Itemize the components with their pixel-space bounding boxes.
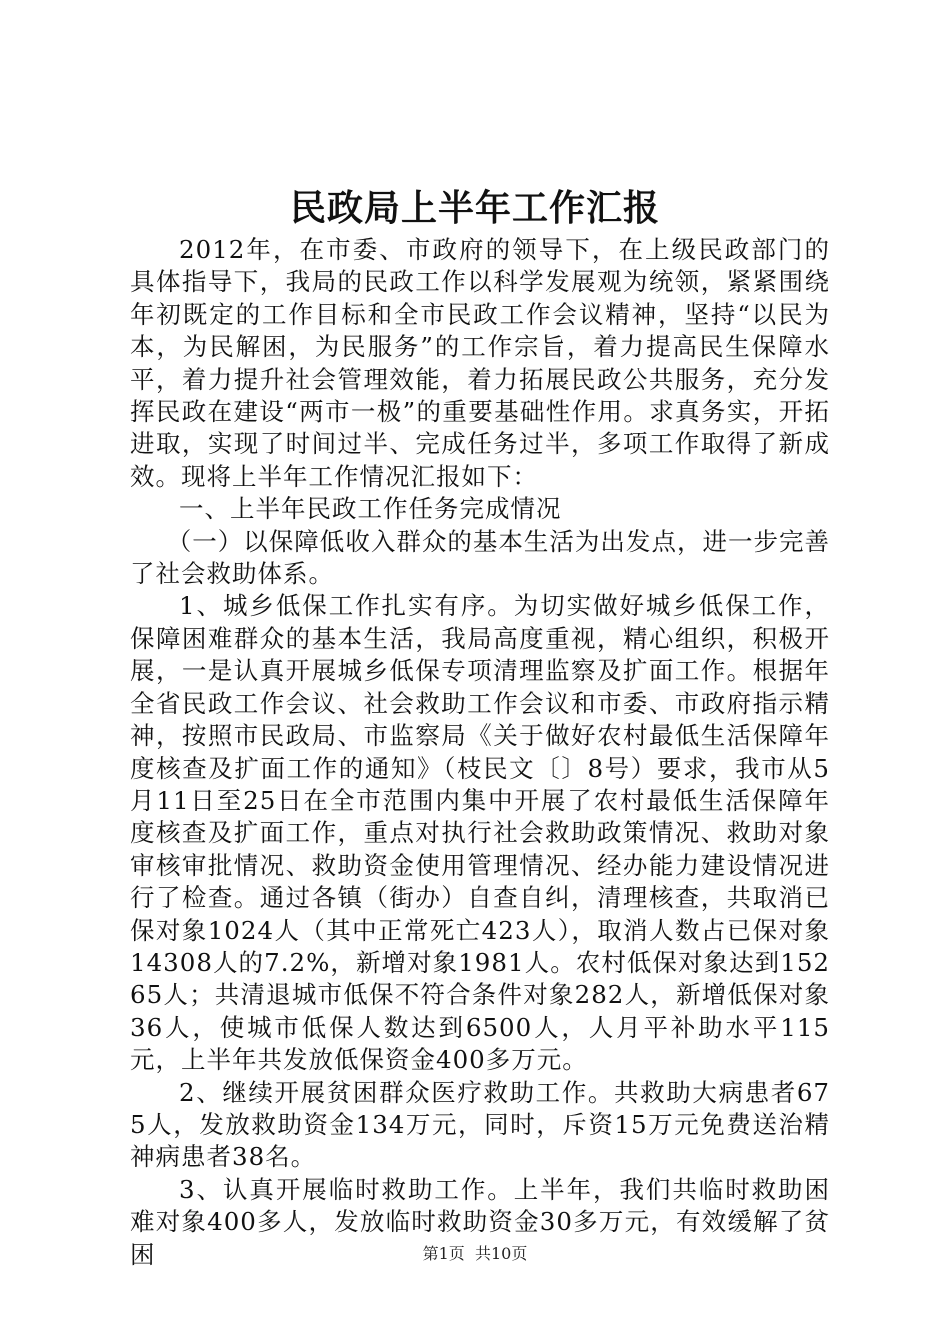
document-title: 民政局上半年工作汇报 [289,187,660,229]
page-total: 共10页 [474,1244,528,1263]
paragraph-item-3: 3、认真开展临时救助工作。上半年，我们共临时救助困难对象400多人，发放临时救助资金30多万元，有效缓解了贫困 [130,1174,830,1269]
intro-paragraph: 2012年，在市委、市政府的领导下，在上级民政部门的具体指导下，我局的民政工作以科学发展观为统领，紧紧围绕年初既定的工作目标和全市民政工作会议精神，坚持“以民为本，为民解困，为民服务”的工作宗旨，着力提高民生保障水平，着力提升社会管理效能，着力拓展民政公共服务，充分发挥民政在建设“两市一极”的重要基础性作用。求真务实，开拓进取，实现了时间过半、完成任务过半，多项工作取得了新成效。现将上半年工作情况汇报如下： [130,235,830,491]
paragraph-item-2: 2、继续开展贫困群众医疗救助工作。共救助大病患者675人，发放救助资金134万元，同时，斥资15万元免费送治精神病患者38名。 [130,1077,830,1172]
page-footer [0,1243,950,1265]
document-body [130,234,830,1271]
footer-separator [465,1244,475,1263]
sub-heading: （一）以保障低收入群众的基本生活为出发点，进一步完善了社会救助体系。 [130,526,830,589]
page-number: 第1页 [422,1244,465,1263]
paragraph-item-1: 1、城乡低保工作扎实有序。为切实做好城乡低保工作，保障困难群众的基本生活，我局高度重视，精心组织，积极开展，一是认真开展城乡低保专项清理监察及扩面工作。根据年全省民政工作会议、社会救助工作会议和市委、市政府指示精神，按照市民政局、市监察局《关于做好农村最低生活保障年度核查及扩面工作的通知》（枝民文〔〕8号）要求，我市从5月11日至25日在全市范围内集中开展了农村最低生活保障年度核查及扩面工作，重点对执行社会救助政策情况、救助对象审核审批情况、救助资金使用管理情况、经办能力建设情况进行了检查。通过各镇（街办）自查自纠，清理核查，共取消已保对象1024人（其中正常死亡423人），取消人数占已保对象14308人的7.2%，新增对象1981人。农村低保对象达到15265人；共清退城市低保不符合条件对象282人，新增低保对象36人，使城市低保人数达到6500人，人月平补助水平115元，上半年共发放低保资金400多万元。 [130,591,830,1075]
section-heading: 一、上半年民政工作任务完成情况 [179,494,562,524]
